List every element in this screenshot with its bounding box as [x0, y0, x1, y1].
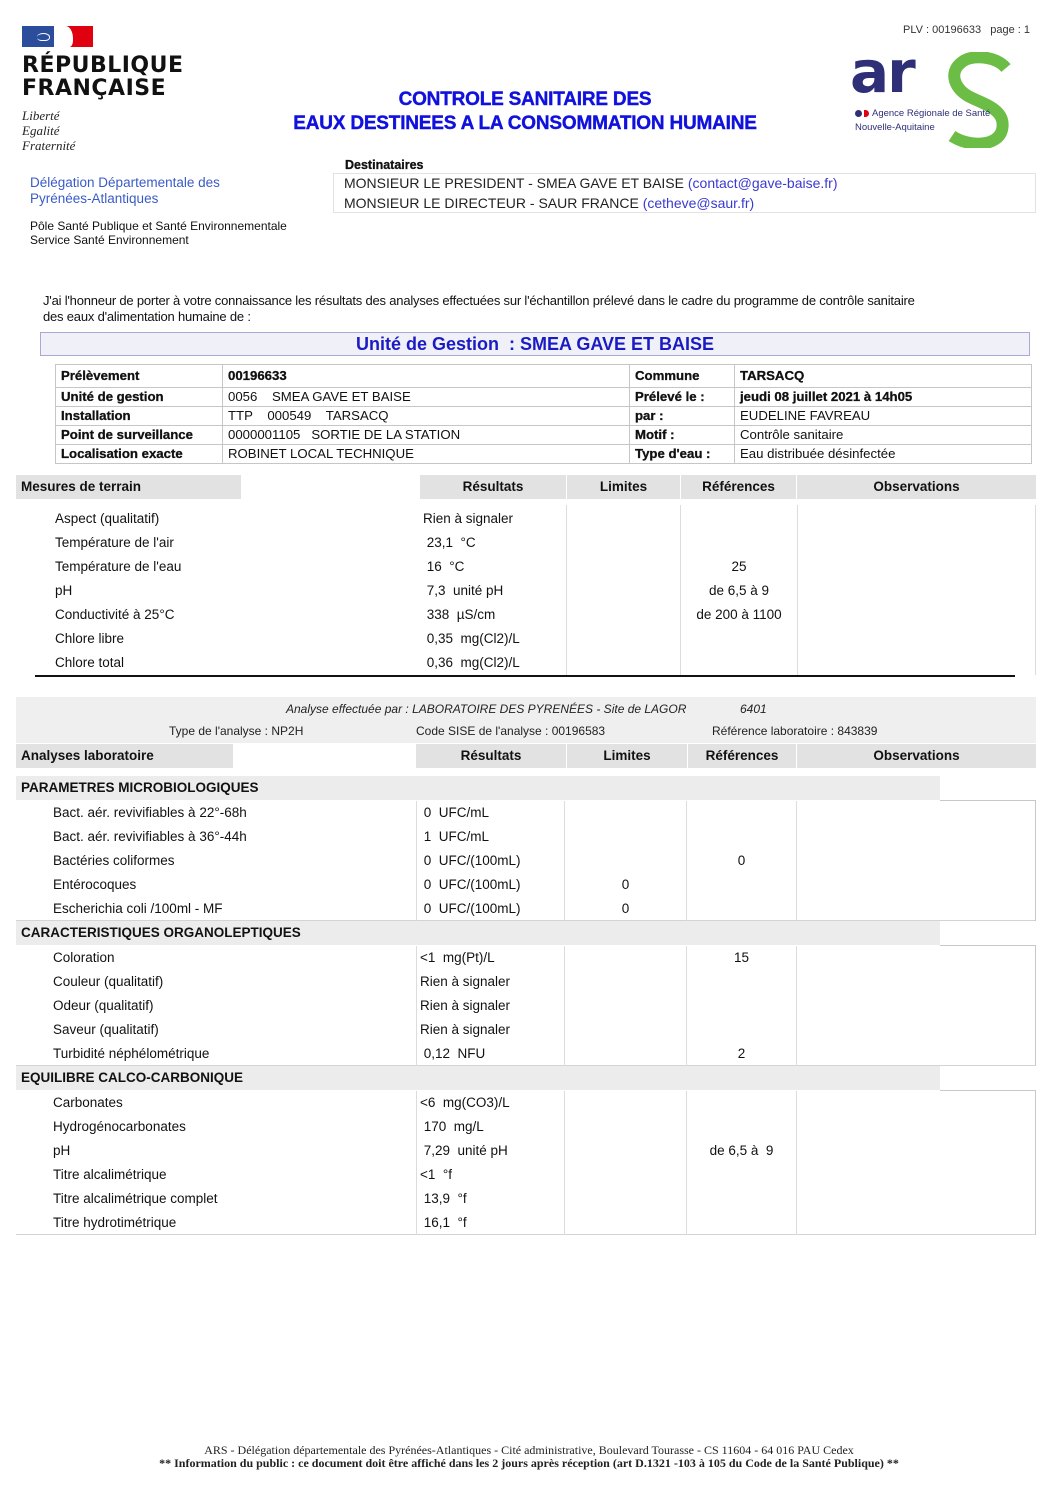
- lab-limit: [565, 849, 686, 873]
- field-param-name: Chlore libre: [55, 631, 125, 646]
- field-limit: [567, 507, 680, 531]
- info-value: 0000001105 SORTIE DE LA STATION: [223, 426, 630, 445]
- column-header-limits: Limites: [567, 475, 680, 499]
- lab-result: Rien à signaler: [420, 974, 511, 989]
- recipient-name: MONSIEUR LE PRESIDENT - SMEA GAVE ET BAISE: [344, 175, 684, 191]
- republic-title-line2: FRANÇAISE: [22, 76, 167, 101]
- lab-result: 170 mg/L: [420, 1119, 484, 1134]
- field-measures-header: [0, 475, 1058, 499]
- marianne-flag-logo: [22, 26, 93, 47]
- lab-limit: [565, 1211, 686, 1235]
- lab-reference: [687, 825, 796, 849]
- field-reference: [681, 531, 797, 555]
- field-reference: [681, 651, 797, 675]
- field-param-name: pH: [55, 583, 73, 598]
- field-limit: [567, 627, 680, 651]
- lab-reference: [687, 801, 796, 825]
- intro-paragraph: [43, 293, 1033, 325]
- info-value: Eau distribuée désinfectée: [735, 445, 1032, 464]
- footer-address: ARS - Délégation départementale des Pyrénées-Atlantiques - Cité administrative, Boulevard Tourasse - CS 11604 - 64 016 PAU Cedex: [204, 1443, 854, 1457]
- lab-param-name: Carbonates: [53, 1095, 123, 1110]
- ars-red-halfdot-icon: [864, 110, 869, 117]
- column-header-references: Références: [688, 744, 796, 768]
- sender-delegation: [30, 175, 220, 207]
- lab-result: 0 UFC/(100mL): [420, 877, 521, 892]
- lab-reference: [687, 1187, 796, 1211]
- lab-reference: 15: [733, 950, 750, 965]
- lab-result: 13,9 °f: [420, 1191, 467, 1206]
- lab-param-name: Hydrogénocarbonates: [53, 1119, 186, 1134]
- category-header: CARACTERISTIQUES ORGANOLEPTIQUES: [16, 921, 940, 945]
- ars-agency-label: Agence Régionale de Santé: [872, 108, 991, 119]
- lab-param-name: Escherichia coli /100ml - MF: [53, 901, 223, 916]
- pole-line2: Service Santé Environnement: [30, 232, 189, 247]
- recipient-name: MONSIEUR LE DIRECTEUR - SAUR FRANCE: [344, 195, 639, 211]
- lab-reference: 2: [737, 1046, 746, 1061]
- lab-analyses-header: [0, 744, 1058, 768]
- analysis-type: Type de l'analyse : NP2H: [169, 724, 304, 738]
- lab-reference: [687, 1211, 796, 1235]
- column-header-results: Résultats: [420, 475, 566, 499]
- info-row: [56, 407, 1032, 426]
- field-limit: [567, 555, 680, 579]
- lab-param-name: pH: [53, 1143, 71, 1158]
- lab-reference: [687, 1018, 796, 1042]
- title-line1: CONTROLE SANITAIRE DES: [398, 89, 652, 110]
- field-measures-bottom-rule: [35, 675, 1015, 677]
- info-row: [56, 365, 1032, 388]
- info-row: [56, 388, 1032, 407]
- lab-limit: [565, 1091, 686, 1115]
- field-result: 16 °C: [423, 559, 465, 574]
- column-header-results: Résultats: [416, 744, 566, 768]
- lab-result: Rien à signaler: [420, 998, 511, 1013]
- motto-fraternite: Fraternité: [22, 138, 76, 153]
- info-value: Contrôle sanitaire: [735, 426, 1032, 445]
- field-param-name: Température de l'eau: [55, 559, 182, 574]
- ars-logo-letters: ar: [850, 38, 914, 106]
- lab-limit: [565, 1139, 686, 1163]
- lab-reference: [687, 1115, 796, 1139]
- lab-limit: 0: [621, 901, 630, 916]
- field-reference: [681, 507, 797, 531]
- field-measures-title: Mesures de terrain: [16, 475, 241, 499]
- info-label: Localisation exacte: [56, 445, 223, 464]
- column-header-limits: Limites: [567, 744, 687, 768]
- lab-reference: [687, 994, 796, 1018]
- info-label: Type d'eau :: [630, 445, 735, 464]
- intro-line1: J'ai l'honneur de porter à votre connaissance les résultats des analyses effectuées sur l'échantillon prélevé dans le cadre du programme de contrôle sanitaire: [43, 293, 915, 308]
- info-label: Installation: [56, 407, 223, 426]
- field-result: 338 µS/cm: [423, 607, 496, 622]
- field-result: 23,1 °C: [423, 535, 476, 550]
- lab-result: 1 UFC/mL: [420, 829, 490, 844]
- column-header-observations: Observations: [797, 475, 1036, 499]
- recipient-line: [344, 175, 837, 191]
- info-label: Commune: [630, 365, 735, 388]
- lab-limit: [565, 825, 686, 849]
- lab-limit: [565, 1042, 686, 1066]
- field-limit: [567, 603, 680, 627]
- sender-pole: [30, 220, 287, 247]
- category-header: PARAMETRES MICROBIOLOGIQUES: [16, 776, 940, 800]
- recipients-box: [333, 173, 1036, 213]
- info-label: Unité de gestion: [56, 388, 223, 407]
- info-label: Prélèvement: [56, 365, 223, 388]
- column-header-references: Références: [681, 475, 796, 499]
- lab-result: 7,29 unité pH: [420, 1143, 508, 1158]
- lab-result: Rien à signaler: [420, 1022, 511, 1037]
- sise-code: Code SISE de l'analyse : 00196583: [416, 724, 606, 738]
- pole-line1: Pôle Santé Publique et Santé Environnementale: [30, 219, 287, 233]
- field-limit: [567, 531, 680, 555]
- flag-blue-band: [22, 26, 54, 47]
- info-label: par :: [630, 407, 735, 426]
- lab-param-name: Bact. aér. revivifiables à 22°-68h: [53, 805, 247, 820]
- field-limit: [567, 579, 680, 603]
- lab-param-name: Entérocoques: [53, 877, 137, 892]
- lab-limit: [565, 1163, 686, 1187]
- info-value: TARSACQ: [735, 365, 1032, 388]
- lab-result: 0,12 NFU: [420, 1046, 486, 1061]
- lab-limit: [565, 970, 686, 994]
- lab-param-name: Coloration: [53, 950, 115, 965]
- lab-reference: [687, 970, 796, 994]
- info-value: 0056 SMEA GAVE ET BAISE: [223, 388, 630, 407]
- lab-limit: [565, 1115, 686, 1139]
- lab-performed-by: Analyse effectuée par : LABORATOIRE DES PYRENÉES - Site de LAGOR: [286, 702, 687, 716]
- recipients-label: Destinataires: [345, 158, 424, 172]
- ars-region-name: Nouvelle-Aquitaine: [855, 122, 935, 133]
- lab-limit: [565, 994, 686, 1018]
- lab-result: 0 UFC/mL: [420, 805, 490, 820]
- unite-gestion-banner: Unité de Gestion : SMEA GAVE ET BAISE: [40, 332, 1030, 356]
- lab-param-name: Titre alcalimétrique complet: [53, 1191, 218, 1206]
- info-value: jeudi 08 juillet 2021 à 14h05: [735, 388, 1032, 407]
- lab-result: <6 mg(CO3)/L: [420, 1095, 510, 1110]
- lab-limit: 0: [621, 877, 630, 892]
- field-param-name: Conductivité à 25°C: [55, 607, 175, 622]
- ars-blue-dot-icon: [855, 110, 862, 117]
- field-reference: de 200 à 1100: [696, 607, 782, 622]
- lab-reference: [687, 897, 796, 921]
- lab-result: 0 UFC/(100mL): [420, 853, 521, 868]
- field-result: Rien à signaler: [423, 511, 514, 526]
- footer-public-notice: ** Information du public : ce document doit être affiché dans les 2 jours après réception (art D.1321 -103 à 105 du Code de la Santé Publique) **: [159, 1456, 899, 1470]
- lab-param-name: Titre alcalimétrique: [53, 1167, 167, 1182]
- lab-code: 6401: [740, 702, 767, 716]
- intro-line2: des eaux d'alimentation humaine de :: [43, 309, 251, 324]
- lab-limit: [565, 946, 686, 970]
- lab-result: 0 UFC/(100mL): [420, 901, 521, 916]
- field-param-name: Chlore total: [55, 655, 125, 670]
- lab-param-name: Bactéries coliformes: [53, 853, 175, 868]
- recipient-email-link[interactable]: (contact@gave-baise.fr): [687, 175, 838, 191]
- plv-page-reference: PLV : 00196633 page : 1: [902, 24, 1030, 36]
- republique-francaise-title: [22, 54, 184, 100]
- lab-reference: [687, 1091, 796, 1115]
- field-param-name: Température de l'air: [55, 535, 174, 550]
- lab-param-name: Titre hydrotimétrique: [53, 1215, 177, 1230]
- info-row: [56, 445, 1032, 464]
- info-row: [56, 426, 1032, 445]
- flag-red-band: [61, 26, 93, 47]
- recipient-line: [344, 195, 754, 211]
- lab-reference: [687, 873, 796, 897]
- field-result: 0,36 mg(Cl2)/L: [423, 655, 520, 670]
- lab-info-panel: [16, 697, 1036, 743]
- lab-analyses-title: Analyses laboratoire: [16, 744, 233, 768]
- field-reference: 25: [731, 559, 747, 574]
- title-line2: EAUX DESTINEES A LA CONSOMMATION HUMAINE: [293, 113, 757, 134]
- lab-param-name: Odeur (qualitatif): [53, 998, 154, 1013]
- field-reference: [681, 627, 797, 651]
- info-value: 00196633: [223, 365, 630, 388]
- republic-motto: [22, 108, 75, 153]
- ars-agency-name: [855, 108, 990, 119]
- info-value: EUDELINE FAVREAU: [735, 407, 1032, 426]
- delegation-line2: Pyrénées-Atlantiques: [30, 191, 159, 206]
- info-label: Point de surveillance: [56, 426, 223, 445]
- field-limit: [567, 651, 680, 675]
- ars-logo: [850, 38, 1025, 150]
- lab-limit: [565, 1018, 686, 1042]
- motto-egalite: Egalité: [22, 123, 60, 138]
- field-result: 7,3 unité pH: [423, 583, 504, 598]
- lab-reference: de 6,5 à 9: [709, 1143, 774, 1158]
- sample-info-table: [55, 364, 1032, 464]
- lab-reference: Référence laboratoire : 843839: [712, 724, 878, 738]
- info-label: Prélevé le :: [630, 388, 735, 407]
- info-value: TTP 000549 TARSACQ: [223, 407, 630, 426]
- field-param-name: Aspect (qualitatif): [55, 511, 160, 526]
- lab-reference: [687, 1163, 796, 1187]
- delegation-line1: Délégation Départementale des: [30, 175, 220, 190]
- lab-param-name: Bact. aér. revivifiables à 36°-44h: [53, 829, 247, 844]
- lab-param-name: Turbidité néphélométrique: [53, 1046, 210, 1061]
- lab-limit: [565, 1187, 686, 1211]
- document-title: [245, 88, 805, 136]
- republic-title-line1: RÉPUBLIQUE: [22, 53, 184, 78]
- field-reference: de 6,5 à 9: [708, 583, 770, 598]
- column-header-observations: Observations: [797, 744, 1036, 768]
- lab-param-name: Couleur (qualitatif): [53, 974, 164, 989]
- field-result: 0,35 mg(Cl2)/L: [423, 631, 520, 646]
- lab-result: 16,1 °f: [420, 1215, 467, 1230]
- lab-result: <1 °f: [420, 1167, 453, 1182]
- ars-s-letter-icon: [932, 52, 1020, 148]
- lab-reference: 0: [737, 853, 746, 868]
- lab-limit: [565, 801, 686, 825]
- lab-result: <1 mg(Pt)/L: [420, 950, 495, 965]
- motto-liberte: Liberté: [22, 108, 60, 123]
- category-header: EQUILIBRE CALCO-CARBONIQUE: [16, 1066, 940, 1090]
- info-label: Motif :: [630, 426, 735, 445]
- recipient-email-link[interactable]: (cetheve@saur.fr): [642, 195, 755, 211]
- lab-param-name: Saveur (qualitatif): [53, 1022, 159, 1037]
- info-value: ROBINET LOCAL TECHNIQUE: [223, 445, 630, 464]
